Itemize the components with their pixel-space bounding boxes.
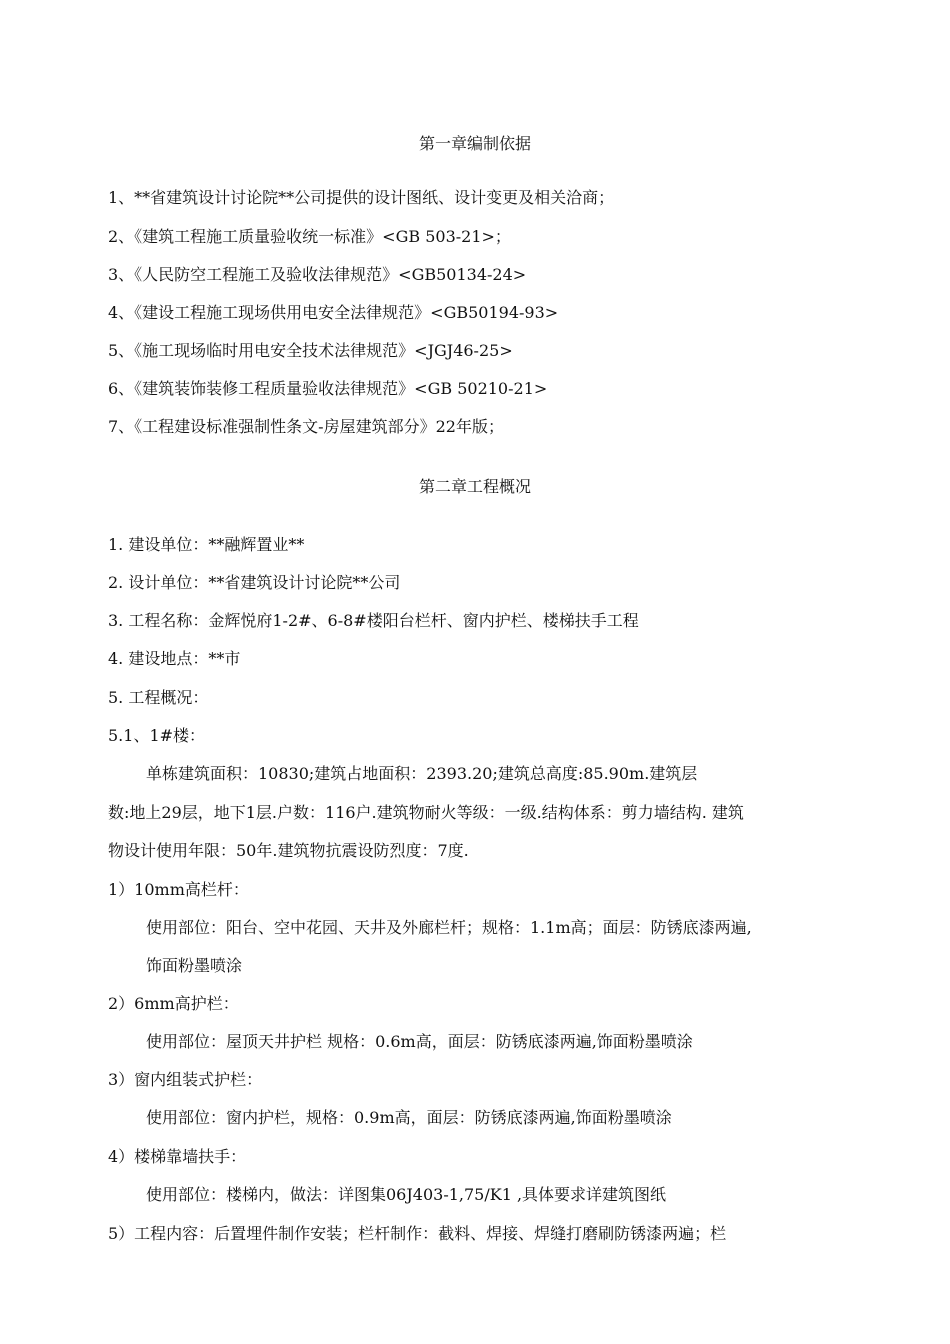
basis-item-2: 2、《建筑工程施工质量验收统一标准》<GB 503-21>； — [108, 227, 511, 246]
detail-line: 使用部位：窗内护栏，规格：0.9m高，面层：防锈底漆两遍,饰面粉墨喷涂 — [146, 1108, 672, 1127]
overview-item-4: 4. 建设地点：**市 — [108, 649, 241, 668]
detail-heading-3: 3）窗内组装式护栏： — [108, 1070, 263, 1089]
detail-heading-2: 2）6mm高护栏： — [108, 994, 239, 1013]
basis-item-1: 1、**省建筑设计讨论院**公司提供的设计图纸、设计变更及相关洽商； — [108, 188, 615, 207]
building-1-para-line: 数:地上29层，地下1层.户数：116户.建筑物耐火等级：一级.结构体系：剪力墙结构. 建筑 — [108, 803, 744, 822]
basis-item-4: 4、《建设工程施工现场供用电安全法律规范》<GB50194-93> — [108, 303, 559, 322]
detail-line: 使用部位：楼梯内，做法：详图集06J403-1,75/K1 ,具体要求详建筑图纸 — [146, 1185, 667, 1204]
overview-item-1: 1. 建设单位：**融辉置业** — [108, 535, 305, 554]
detail-heading-4: 4）楼梯靠墙扶手： — [108, 1147, 247, 1166]
basis-item-3: 3、《人民防空工程施工及验收法律规范》<GB50134-24> — [108, 265, 527, 284]
basis-item-6: 6、《建筑装饰装修工程质量验收法律规范》<GB 50210-21> — [108, 379, 548, 398]
building-1-para-line: 单栋建筑面积：10830;建筑占地面积：2393.20;建筑总高度:85.90m.建筑层 — [146, 764, 698, 783]
overview-item-3: 3. 工程名称：金辉悦府1-2#、6-8#楼阳台栏杆、窗内护栏、楼梯扶手工程 — [108, 611, 639, 630]
overview-item-5: 5. 工程概况： — [108, 688, 209, 707]
chapter-1-title: 第一章编制依据 — [418, 134, 531, 153]
overview-item-2: 2. 设计单位：**省建筑设计讨论院**公司 — [108, 573, 401, 592]
detail-line: 使用部位：屋顶天井护栏 规格：0.6m高，面层：防锈底漆两遍,饰面粉墨喷涂 — [146, 1032, 693, 1051]
detail-line: 使用部位：阳台、空中花园、天井及外廊栏杆；规格：1.1m高；面层：防锈底漆两遍, — [146, 918, 752, 937]
building-1-heading: 5.1、1#楼： — [108, 726, 206, 745]
detail-line: 饰面粉墨喷涂 — [146, 956, 243, 975]
building-1-para-line: 物设计使用年限：50年.建筑物抗震设防烈度：7度. — [108, 841, 469, 860]
basis-item-7: 7、《工程建设标准强制性条文-房屋建筑部分》22年版； — [108, 417, 504, 436]
basis-item-5: 5、《施工现场临时用电安全技术法律规范》<JGJ46-25> — [108, 341, 513, 360]
chapter-2-title: 第二章工程概况 — [418, 477, 531, 496]
detail-heading-5: 5）工程内容：后置埋件制作安装；栏杆制作：截料、焊接、焊缝打磨刷防锈漆两遍；栏 — [108, 1224, 727, 1243]
detail-heading-1: 1）10mm高栏杆： — [108, 880, 249, 899]
